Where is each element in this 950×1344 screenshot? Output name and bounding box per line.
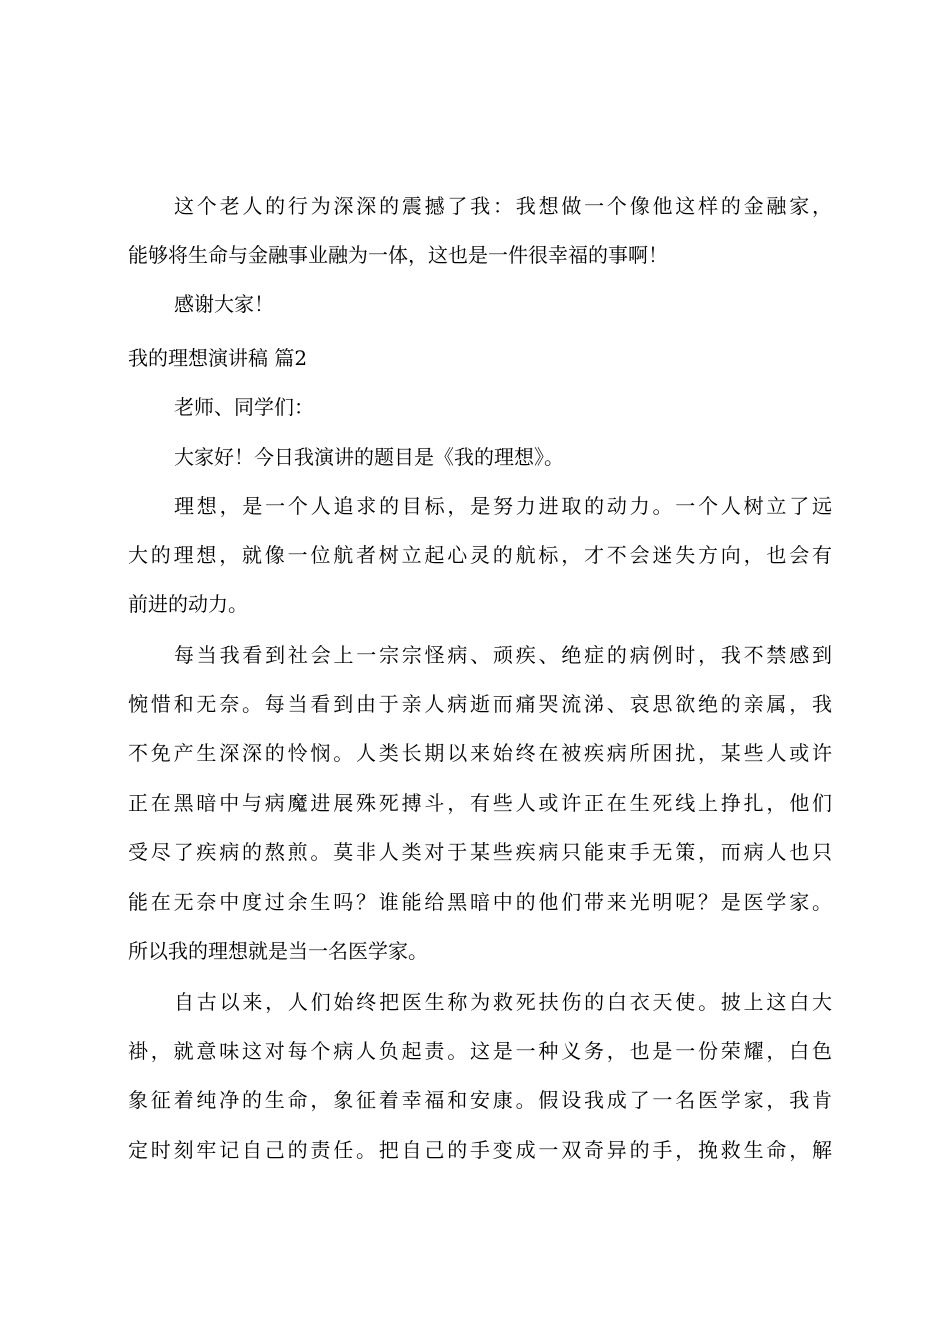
paragraph-line: 正在黑暗中与病魔进展殊死搏斗，有些人或许正在生死线上挣扎，他们 [128,791,832,815]
closing-remark: 感谢大家！ [174,292,274,316]
paragraph-line: 象征着纯净的生命，象征着幸福和安康。假设我成了一名医学家，我肯 [128,1088,832,1112]
paragraph-line: 惋惜和无奈。每当看到由于亲人病逝而痛哭流涕、哀思欲绝的亲属，我 [128,692,832,716]
paragraph-line: 每当我看到社会上一宗宗怪病、顽疾、绝症的病例时，我不禁感到 [174,643,832,667]
paragraph-line: 前进的动力。 [128,592,248,616]
section-heading: 我的理想演讲稿 篇2 [128,346,308,370]
paragraph-line: 能够将生命与金融事业融为一体，这也是一件很幸福的事啊！ [128,243,668,267]
paragraph-line: 定时刻牢记自己的责任。把自己的手变成一双奇异的手，挽救生命，解 [128,1138,832,1162]
paragraph-line: 褂，就意味这对每个病人负起责。这是一种义务，也是一份荣耀，白色 [128,1039,832,1063]
paragraph-line: 大的理想，就像一位航者树立起心灵的航标，才不会迷失方向，也会有 [128,543,832,567]
greeting-line: 大家好！今日我演讲的题目是《我的理想》。 [174,445,564,469]
paragraph-line: 不免产生深深的怜悯。人类长期以来始终在被疾病所困扰，某些人或许 [128,741,832,765]
paragraph-line: 这个老人的行为深深的震撼了我：我想做一个像他这样的金融家， [174,194,832,218]
paragraph-line: 能在无奈中度过余生吗？谁能给黑暗中的他们带来光明呢？是医学家。 [128,890,832,914]
paragraph-line: 所以我的理想就是当一名医学家。 [128,939,428,963]
paragraph-line: 受尽了疾病的熬煎。莫非人类对于某些疾病只能束手无策，而病人也只 [128,840,832,864]
paragraph-line: 自古以来，人们始终把医生称为救死扶伤的白衣天使。披上这白大 [174,990,832,1014]
salutation: 老师、同学们： [174,395,314,419]
paragraph-line: 理想，是一个人追求的目标，是努力进取的动力。一个人树立了远 [174,494,832,518]
